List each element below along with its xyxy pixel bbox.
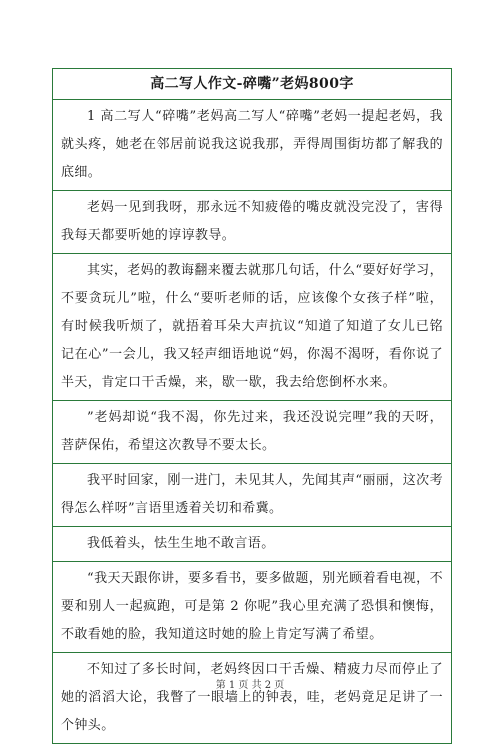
essay-table — [52, 68, 452, 744]
page-number-footer: 第 1 页 共 2 页 — [215, 680, 285, 691]
paragraph-8: 不知过了多长时间，老妈终因口干舌燥、精疲力尽而停止了她的滔滔大论，我瞥了一眼墙上的钟表，哇，老妈竟足足讲了一个钟头。 — [61, 662, 443, 733]
paragraph-1: 1 高二写人“碎嘴”老妈高二写人“碎嘴”老妈一提起老妈，我就头疼，她老在邻居前说我这说我那，弄得周围街坊都了解我的底细。 — [53, 100, 451, 191]
paragraph-7: “我天天跟你讲，要多看书，要多做题，别光顾着看电视，不要和别人一起疯跑，可是第 2 你呢”我心里充满了恐惧和懊悔，不敢看她的脸，我知道这时她的脸上肯定写满了希望。 — [53, 562, 451, 653]
paragraph-2: 老妈一见到我呀，那永远不知疲倦的嘴皮就没完没了，害得我每天都要听她的谆谆教导。 — [53, 191, 451, 254]
document-title: 高二写人作文-碎嘴”老妈800字 — [53, 69, 451, 100]
paragraph-6: 我低着头，怯生生地不敢言语。 — [53, 527, 451, 562]
paragraph-4: ”老妈却说“我不渴，你先过来，我还没说完哩”我的天呀，菩萨保佑，希望这次教导不要太长。 — [53, 401, 451, 464]
paragraph-3: 其实，老妈的教诲翻来覆去就那几句话，什么“要好好学习，不要贪玩儿”啦，什么“要听老师的话，应该像个女孩子样”啦，有时候我听烦了，就捂着耳朵大声抗议“知道了知道了女儿已铭记在心”一会儿，我又轻声细语地说“妈，你渴不渴呀，看你说了半天，肯定口干舌燥，来，歇一歇，我去给您倒杯水来。 — [53, 254, 451, 401]
paragraph-5: 我平时回家，刚一进门，未见其人，先闻其声“丽丽，这次考得怎么样呀”言语里透着关切和希冀。 — [53, 464, 451, 527]
